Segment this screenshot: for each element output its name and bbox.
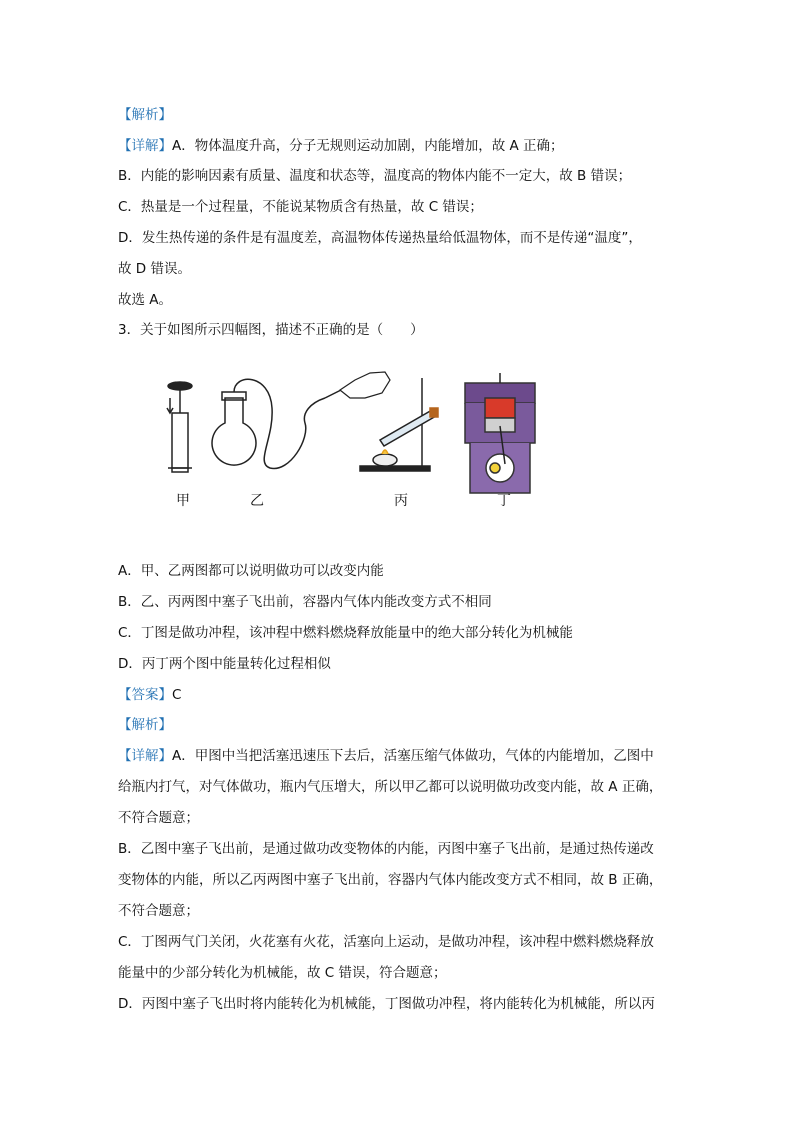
- detail-line: D．丙图中塞子飞出时将内能转化为机械能，丁图做功冲程，将内能转化为机械能，所以丙: [118, 996, 655, 1012]
- answer-line: 【答案】C: [118, 687, 182, 703]
- analysis-heading: 【解析】: [118, 107, 172, 123]
- option-b: B．乙、丙两图中塞子飞出前，容器内气体内能改变方式不相同: [118, 594, 492, 610]
- analysis-heading: 【解析】: [118, 717, 172, 733]
- detail-line: D．发生热传递的条件是有温度差，高温物体传递热量给低温物体，而不是传递“温度”，: [118, 230, 642, 246]
- piston-cylinder-icon: [167, 382, 192, 472]
- figure-caption: 丙: [394, 493, 408, 509]
- figure-caption: 丁: [497, 493, 511, 509]
- detail-line: 不符合题意；: [118, 810, 199, 826]
- engine-icon: [465, 373, 535, 493]
- detail-line: 能量中的少部分转化为机械能，故 C 错误，符合题意；: [118, 965, 447, 981]
- detail-line: 故 D 错误。: [118, 261, 191, 277]
- detail-line: 变物体的内能，所以乙丙两图中塞子飞出前，容器内气体内能改变方式不相同，故 B 正确，: [118, 872, 663, 888]
- question-stem: 3．关于如图所示四幅图，描述不正确的是（ ）: [118, 322, 424, 338]
- figure-caption: 乙: [250, 493, 264, 509]
- detail-line: C．丁图两气门关闭，火花塞有火花，活塞向上运动，是做功冲程，该冲程中燃料燃烧释放: [118, 934, 654, 950]
- detail-line: 【详解】A．甲图中当把活塞迅速压下去后，活塞压缩气体做功，气体的内能增加，乙图中: [118, 748, 654, 764]
- detail-line: 【详解】A．物体温度升高，分子无规则运动加剧，内能增加，故 A 正确；: [118, 138, 564, 154]
- option-d: D．丙丁两个图中能量转化过程相似: [118, 656, 331, 672]
- detail-line: B．乙图中塞子飞出前，是通过做功改变物体的内能，丙图中塞子飞出前，是通过热传递改: [118, 841, 654, 857]
- flask-pump-icon: [212, 379, 345, 468]
- choice-line: 故选 A。: [118, 292, 173, 308]
- option-c: C．丁图是做功冲程，该冲程中燃料燃烧释放能量中的绝大部分转化为机械能: [118, 625, 573, 641]
- figure-caption: 甲: [176, 493, 190, 509]
- detail-line: 不符合题意；: [118, 903, 199, 919]
- option-a: A．甲、乙两图都可以说明做功可以改变内能: [118, 563, 384, 579]
- detail-line: 给瓶内打气，对气体做功，瓶内气压增大，所以甲乙都可以说明做功改变内能，故 A 正确，: [118, 779, 663, 795]
- hand-icon: [340, 372, 390, 398]
- detail-line: C．热量是一个过程量，不能说某物质含有热量，故 C 错误；: [118, 199, 483, 215]
- detail-line: B．内能的影响因素有质量、温度和状态等，温度高的物体内能不一定大，故 B 错误；: [118, 168, 632, 184]
